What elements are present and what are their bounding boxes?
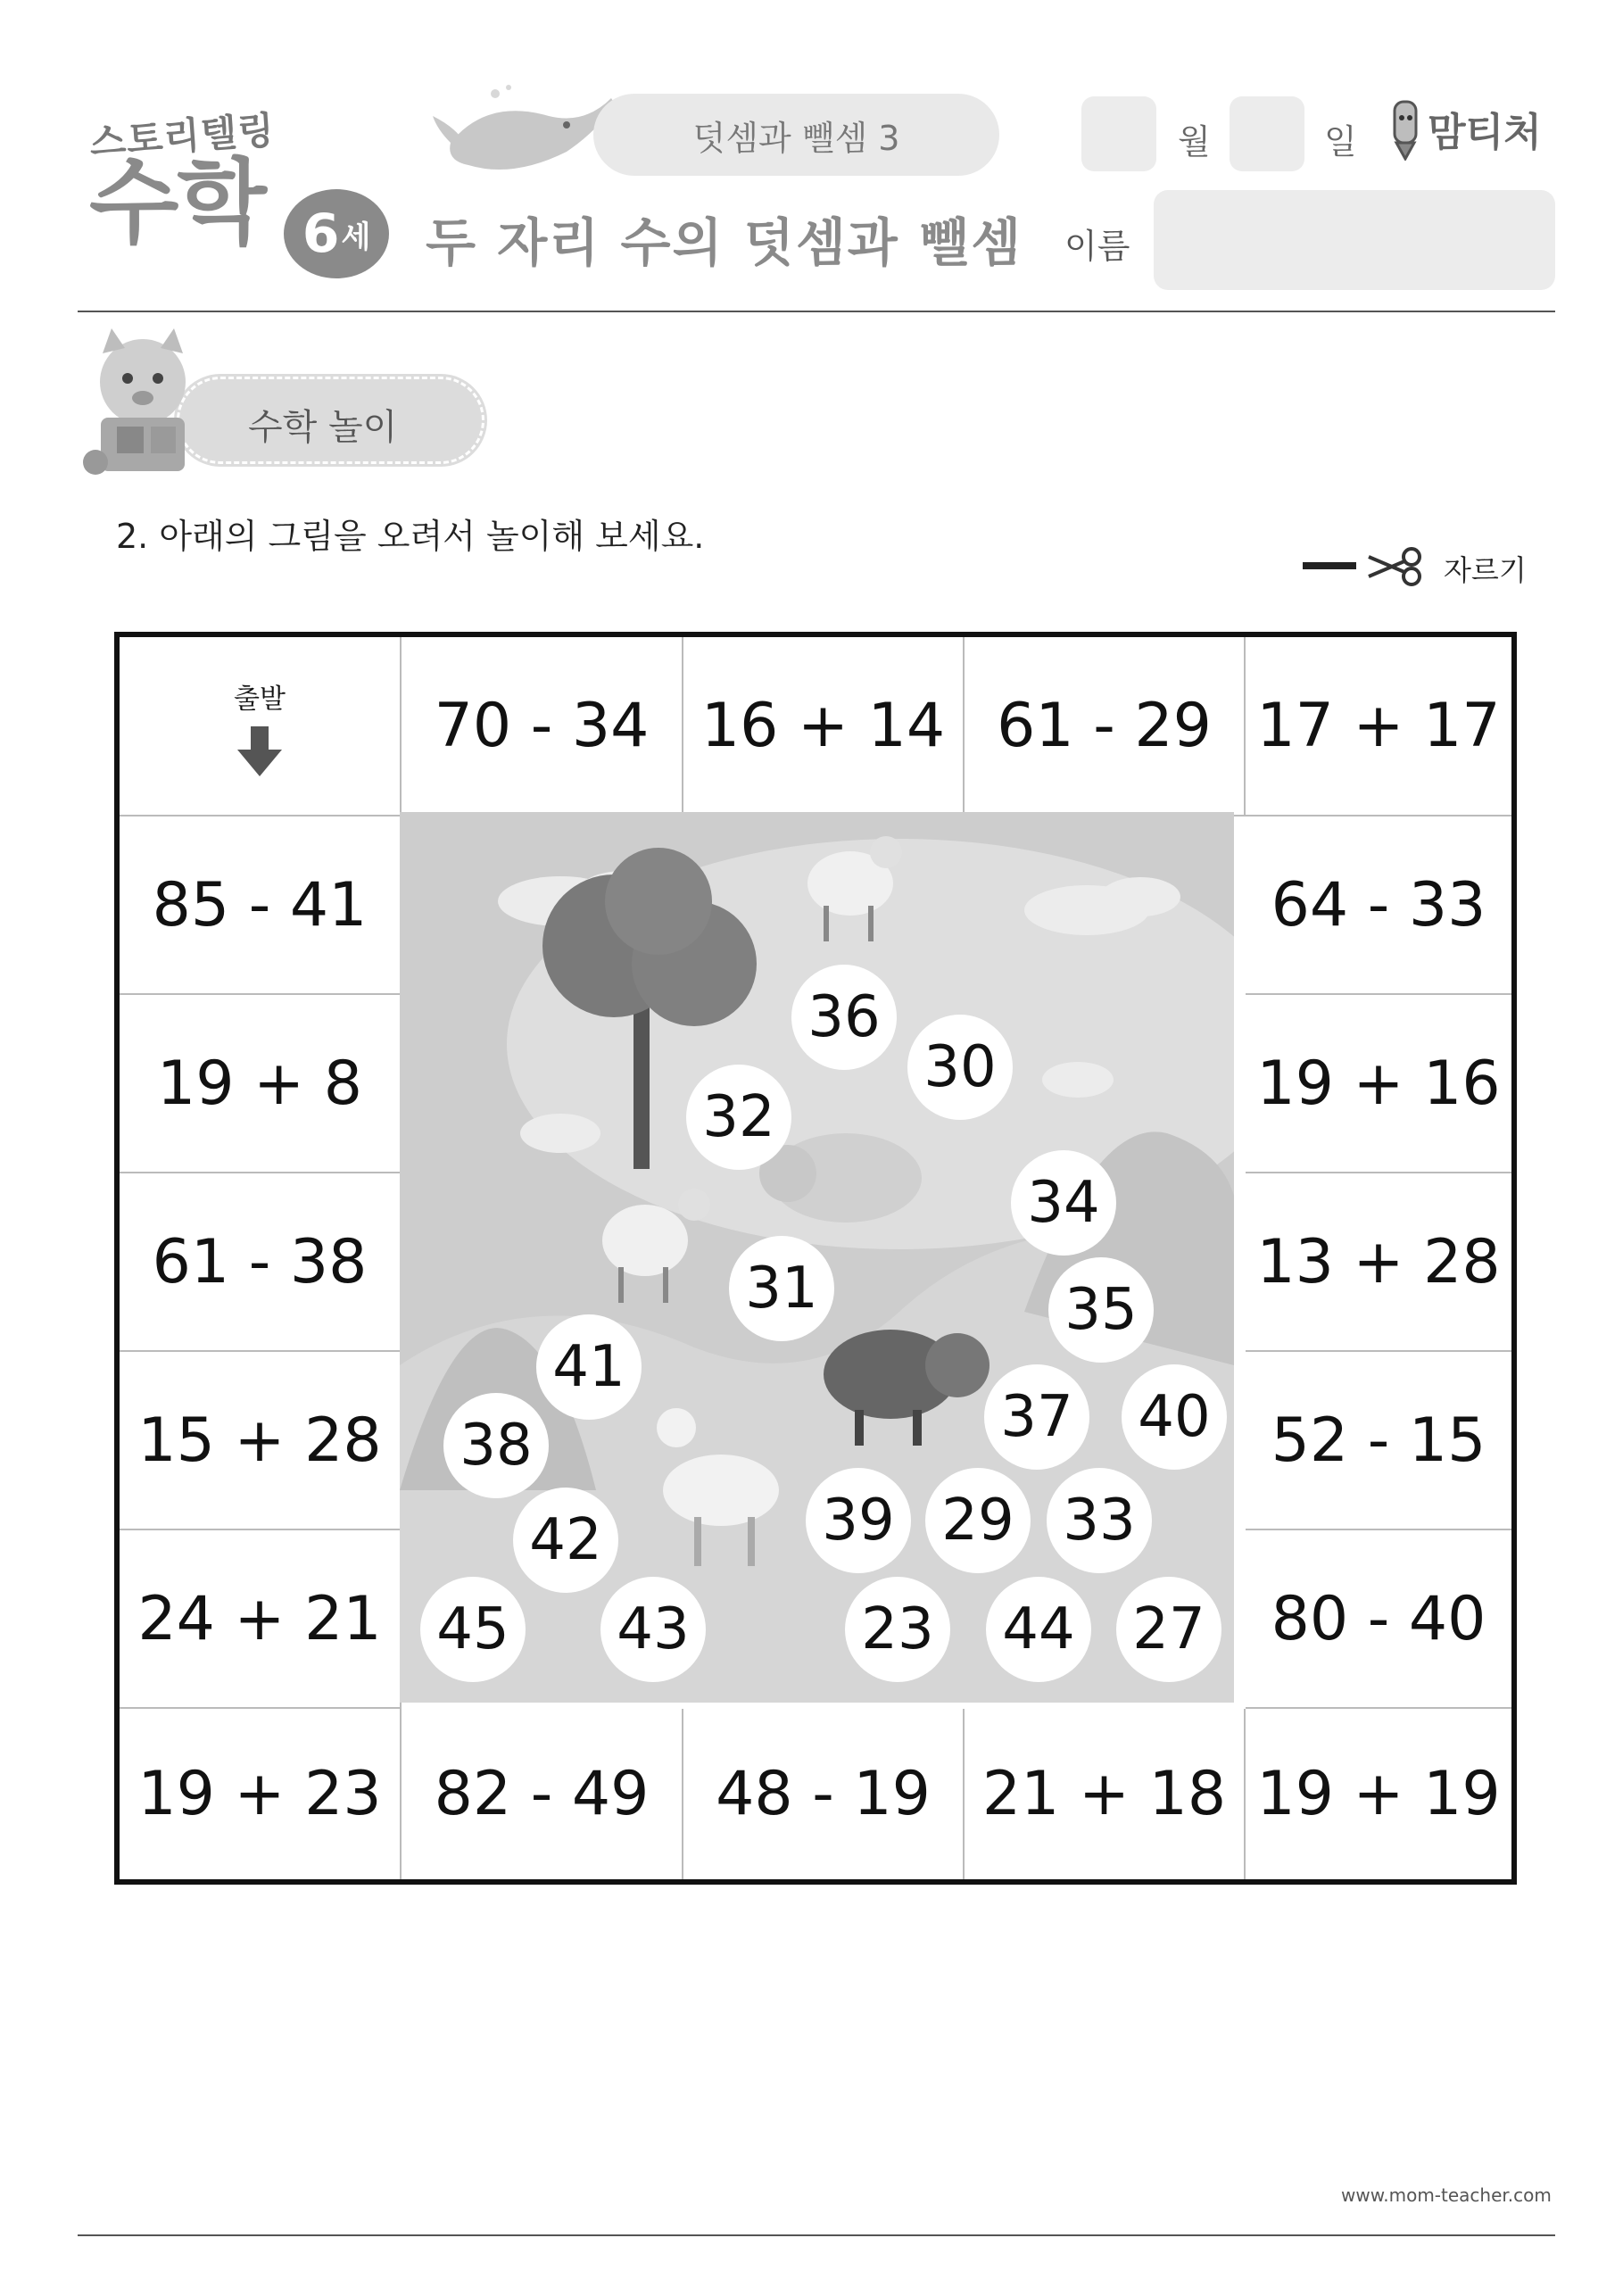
board-cell-bottom-3[interactable]: 48 - 19 bbox=[683, 1709, 965, 1879]
brand-name: 맘티처 bbox=[1428, 110, 1542, 155]
footer-divider bbox=[78, 2234, 1555, 2236]
board-cell-bottom-5[interactable]: 19 + 19 bbox=[1256, 1759, 1501, 1829]
answer-circle[interactable]: 40 bbox=[1122, 1364, 1227, 1470]
board-cell-bottom-2[interactable]: 82 - 49 bbox=[402, 1709, 683, 1879]
answer-circle[interactable]: 33 bbox=[1047, 1468, 1152, 1573]
board-cell-left-1[interactable]: 85 - 41 bbox=[120, 816, 402, 995]
series-name-main: 수학 bbox=[89, 148, 265, 257]
board-cell-right-4[interactable]: 52 - 15 bbox=[1246, 1352, 1511, 1530]
name-input[interactable] bbox=[1154, 190, 1555, 290]
board-cell-right-1[interactable]: 64 - 33 bbox=[1246, 816, 1511, 995]
pencil-icon bbox=[1387, 96, 1423, 161]
answer-circle[interactable]: 39 bbox=[806, 1468, 911, 1573]
day-input[interactable] bbox=[1230, 96, 1304, 171]
footer-url: www.mom-teacher.com bbox=[1341, 2184, 1552, 2206]
month-label: 월 bbox=[1178, 122, 1211, 162]
answer-circle[interactable]: 37 bbox=[984, 1364, 1089, 1470]
answer-circle[interactable]: 35 bbox=[1048, 1257, 1154, 1363]
board-cell-top-1[interactable]: 70 - 34 bbox=[402, 637, 683, 816]
start-cell[interactable] bbox=[120, 637, 402, 816]
board-cell-top-2[interactable]: 16 + 14 bbox=[683, 637, 965, 816]
board-cell-top-4[interactable]: 17 + 17 bbox=[1246, 637, 1511, 816]
month-input[interactable] bbox=[1081, 96, 1156, 171]
answer-circle[interactable]: 43 bbox=[600, 1577, 706, 1682]
board-cell-left-4[interactable]: 15 + 28 bbox=[120, 1352, 402, 1530]
cut-label: 자르기 bbox=[1444, 553, 1527, 587]
mascot-illustration bbox=[76, 328, 210, 480]
board-cell-bottom-4[interactable]: 21 + 18 bbox=[965, 1709, 1246, 1879]
topic-pill: 덧셈과 뺄셈 3 bbox=[593, 94, 999, 176]
age-suffix: 세 bbox=[341, 219, 371, 255]
answer-circle[interactable]: 41 bbox=[536, 1314, 642, 1420]
answer-circle[interactable]: 27 bbox=[1116, 1577, 1221, 1682]
answer-circle[interactable]: 23 bbox=[845, 1577, 950, 1682]
board-cell-right-5[interactable]: 80 - 40 bbox=[1246, 1530, 1511, 1709]
answer-circle[interactable]: 45 bbox=[420, 1577, 526, 1682]
answer-circle[interactable]: 42 bbox=[513, 1488, 618, 1593]
board-cell-left-3[interactable]: 61 - 38 bbox=[120, 1173, 402, 1352]
cut-line-sample bbox=[1303, 562, 1356, 569]
answer-circle[interactable]: 31 bbox=[729, 1236, 834, 1341]
header-divider bbox=[78, 311, 1555, 312]
day-label: 일 bbox=[1324, 122, 1357, 162]
name-label: 이름 bbox=[1064, 227, 1130, 266]
board-cell-top-3[interactable]: 61 - 29 bbox=[965, 637, 1246, 816]
brand-logo bbox=[1387, 96, 1542, 161]
age-badge bbox=[284, 189, 389, 278]
answer-circle[interactable]: 30 bbox=[907, 1015, 1013, 1120]
answer-circle[interactable]: 44 bbox=[986, 1577, 1091, 1682]
series-name-top: 스토리텔링 bbox=[87, 107, 277, 165]
instruction-text: 2. 아래의 그림을 오려서 놀이해 보세요. bbox=[116, 517, 705, 556]
answer-circle[interactable]: 32 bbox=[686, 1065, 791, 1170]
board-cell-left-5[interactable]: 24 + 21 bbox=[120, 1530, 402, 1709]
answer-circle[interactable]: 34 bbox=[1011, 1150, 1116, 1256]
board-cell-left-2[interactable]: 19 + 8 bbox=[120, 995, 402, 1173]
scissors-icon bbox=[1365, 546, 1429, 587]
age-number: 6 bbox=[302, 203, 340, 265]
answer-circle[interactable]: 29 bbox=[925, 1468, 1031, 1573]
board-cell-right-3[interactable]: 13 + 28 bbox=[1246, 1173, 1511, 1352]
section-title: 수학 놀이 bbox=[248, 407, 398, 448]
answer-circle[interactable]: 36 bbox=[791, 965, 897, 1070]
arrow-down-icon bbox=[237, 726, 282, 776]
answer-circle[interactable]: 38 bbox=[443, 1393, 549, 1498]
board-cell-bottom-1[interactable]: 19 + 23 bbox=[120, 1709, 402, 1879]
board-cell-right-2[interactable]: 19 + 16 bbox=[1246, 995, 1511, 1173]
page-title: 두 자리 수의 덧셈과 뺄셈 bbox=[426, 212, 1023, 273]
start-label: 출발 bbox=[234, 683, 286, 715]
